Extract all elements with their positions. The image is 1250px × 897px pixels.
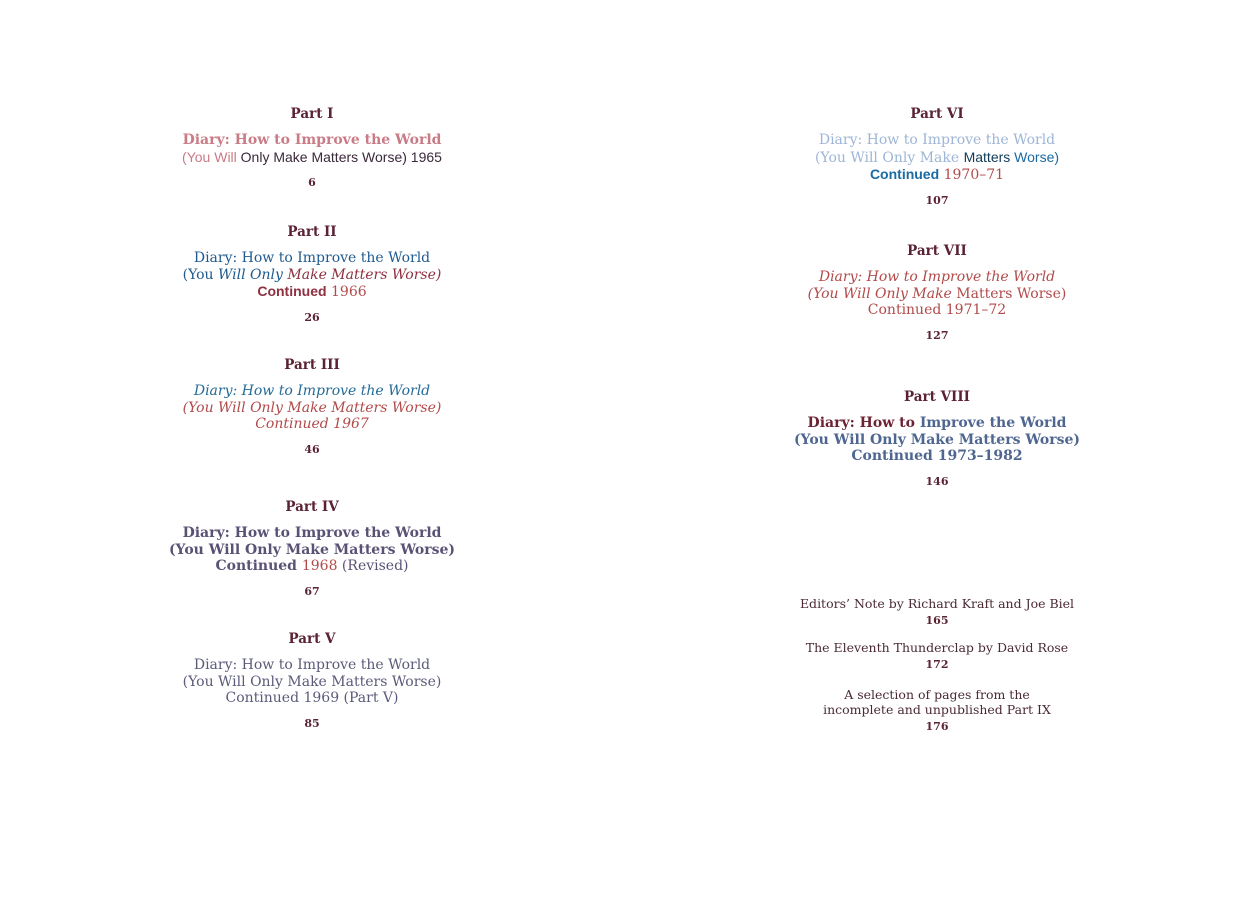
page-number: 6 [308,176,316,190]
entry-title: The Eleventh Thunderclap by David Rose [805,640,1069,655]
entry-title: Diary: How to Improve the World (You Will Only Make Matters Worse) Continued 1967 [182,383,442,433]
entry-title: Diary: How to Improve the World (You Will Only Make Matters Worse) Continued 1970–71 [814,132,1060,184]
entry-title: Diary: How to Improve the World (You Will Only Make Matters Worse) Continued 1969 (Part V) [182,657,442,707]
part-heading: Part VII [907,243,967,259]
toc-entry-part-8[interactable] [727,389,1147,489]
toc-entry-part-7[interactable] [727,243,1147,343]
toc-entry-editors-note[interactable] [727,596,1147,628]
entry-title-line: A selection of pages from the [844,687,1030,702]
toc-entry-part-4[interactable] [102,499,522,599]
part-heading: Part I [290,106,334,122]
part-heading: Part V [288,631,336,647]
page-number: 127 [925,328,949,342]
page-number: 26 [304,310,320,324]
toc-entry-part-5[interactable] [102,631,522,731]
page-number: 176 [925,720,949,733]
page-number: 67 [304,584,320,598]
entry-title: Diary: How to Improve the World (You Will Only Make Matters Worse) Continued 1968 (Revised) [168,525,456,575]
entry-title: Diary: How to Improve the World (You Will Only Make Matters Worse) Continued 1971–72 [807,269,1067,319]
page-number: 172 [925,658,949,671]
page-number: 46 [304,442,320,456]
toc-entry-part-3[interactable] [102,357,522,457]
toc-entry-part-6[interactable] [727,106,1147,208]
toc-entry-part-1[interactable] [102,106,522,190]
entry-title: Diary: How to Improve the World (You Will Only Make Matters Worse) Continued 1966 [182,250,442,301]
entry-title: Diary: How to Improve the World (You Will Only Make Matters Worse) 1965 [182,132,442,165]
entry-title: Diary: How to Improve the World (You Will Only Make Matters Worse) Continued 1973–1982 [793,415,1081,465]
page-number: 85 [304,716,320,730]
part-heading: Part IV [285,499,339,515]
part-heading: Part II [287,224,337,240]
page-number: 107 [925,193,949,207]
page-number: 165 [925,614,949,627]
toc-entry-eleventh-thunderclap[interactable] [727,640,1147,672]
toc-entry-part-9-selection[interactable] [727,687,1147,734]
part-heading: Part VI [910,106,964,122]
entry-title: Editors’ Note by Richard Kraft and Joe Biel [799,596,1075,611]
entry-title-line: incomplete and unpublished Part IX [823,702,1051,717]
toc-entry-part-2[interactable] [102,224,522,325]
part-heading: Part VIII [903,389,970,405]
page-number: 146 [925,474,949,488]
part-heading: Part III [284,357,340,373]
